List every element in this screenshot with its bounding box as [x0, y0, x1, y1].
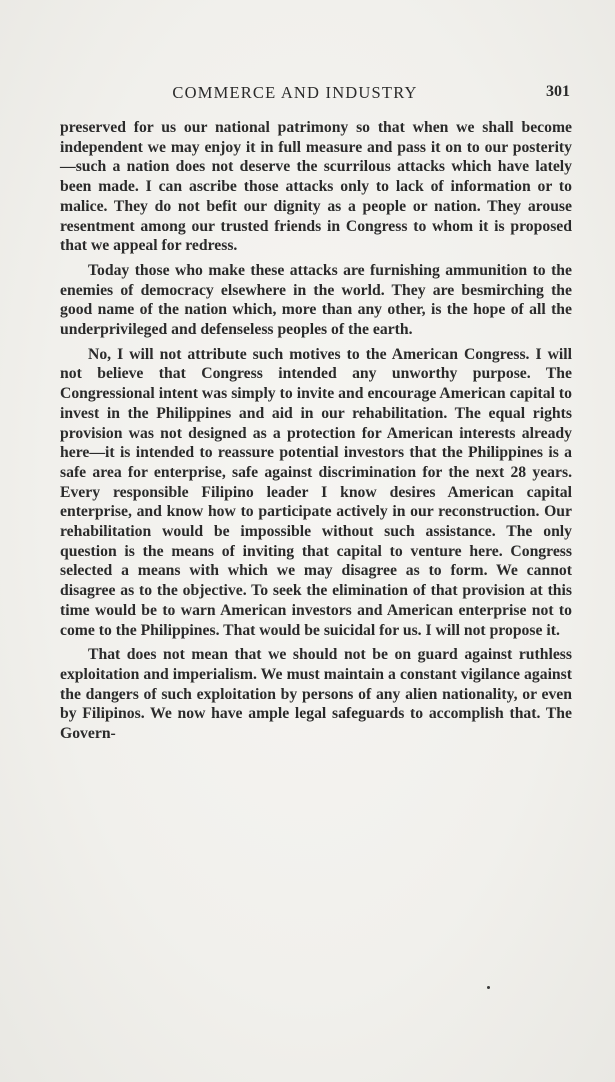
page-number: 301 — [546, 83, 570, 100]
body-text — [60, 118, 572, 744]
print-speck — [487, 986, 490, 989]
chapter-title: COMMERCE AND INDUSTRY — [172, 83, 418, 102]
paragraph-2: Today those who make these attacks are furnishing ammunition to the enemies of democracy elsewhere in the world. They are besmirching the good name of the nation which, more than any other, is the hope of all the underprivileged and defenseless peoples of the earth. — [60, 261, 572, 339]
paragraph-4: That does not mean that we should not be on guard against ruthless exploitation and imperialism. We must maintain a constant vigilance against the dangers of such exploitation by persons of any alien nationality, or even by Filipinos. We now have ample legal safeguards to accomplish that. The Govern- — [60, 646, 572, 743]
paragraph-1: preserved for us our national patrimony so that when we shall become independent we may enjoy it in full measure and pass it on to our posterity—such a nation does not deserve the scurrilous attacks which have lately been made. I can ascribe those attacks only to lack of information or to malice. They do not befit our dignity as a people or nation. They arouse resentment among our trusted friends in Congress to whom it is proposed that we appeal for redress. — [60, 119, 572, 255]
paragraph-3: No, I will not attribute such motives to the American Congress. I will not believe that Congress intended any unworthy purpose. The Congressional intent was simply to invite and encourage American capital to invest in the Philippines and aid in our rehabilitation. The equal rights provision was not designed as a protection for American interests already here—it is intended to reassure potential investors that the Philippines is a safe area for enterprise, safe against discrimination for the next 28 years. Every responsible Filipino leader I know desires American capital enterprise, and know how to participate actively in our reconstruction. Our rehabilitation would be impossible without such assistance. The only question is the means of inviting that capital to venture here. Congress selected a means with which we may disagree as to form. We cannot disagree as to the objective. To seek the elimination of that provision at this time would be to warn American investors and American enterprise not to come to the Philippines. That would be suicidal for us. I will not propose it. — [60, 345, 572, 639]
running-head — [60, 83, 570, 107]
